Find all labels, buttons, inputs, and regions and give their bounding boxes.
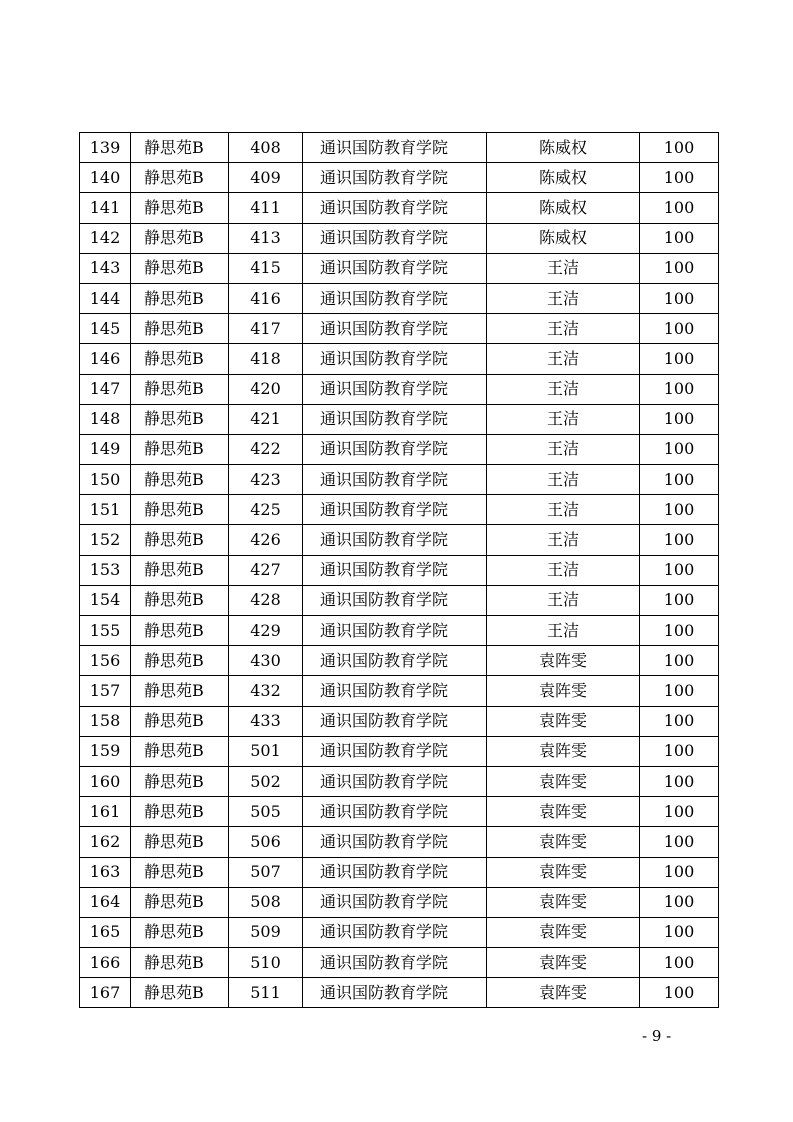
cell-person: 王洁 (487, 585, 640, 615)
cell-building: 静思苑B (131, 223, 229, 253)
cell-score: 100 (640, 736, 719, 766)
cell-college: 通识国防教育学院 (303, 525, 487, 555)
cell-college: 通识国防教育学院 (303, 283, 487, 313)
cell-person: 陈威权 (487, 193, 640, 223)
cell-college: 通识国防教育学院 (303, 223, 487, 253)
cell-number: 160 (80, 766, 131, 796)
cell-score: 100 (640, 887, 719, 917)
table-row (80, 766, 719, 796)
cell-person: 袁阵雯 (487, 706, 640, 736)
table-row (80, 314, 719, 344)
cell-score: 100 (640, 706, 719, 736)
cell-score: 100 (640, 314, 719, 344)
table-row (80, 434, 719, 464)
table-row (80, 585, 719, 615)
table-body (80, 133, 719, 1008)
cell-number: 152 (80, 525, 131, 555)
cell-college: 通识国防教育学院 (303, 766, 487, 796)
table-row (80, 253, 719, 283)
cell-building: 静思苑B (131, 555, 229, 585)
cell-college: 通识国防教育学院 (303, 676, 487, 706)
cell-person: 王洁 (487, 525, 640, 555)
cell-score: 100 (640, 133, 719, 163)
cell-room: 409 (229, 163, 303, 193)
page-number: - 9 - (642, 1027, 672, 1045)
cell-person: 袁阵雯 (487, 917, 640, 947)
cell-building: 静思苑B (131, 525, 229, 555)
table-row (80, 555, 719, 585)
cell-room: 418 (229, 344, 303, 374)
cell-person: 王洁 (487, 434, 640, 464)
cell-person: 陈威权 (487, 133, 640, 163)
cell-number: 144 (80, 283, 131, 313)
cell-person: 袁阵雯 (487, 797, 640, 827)
cell-number: 140 (80, 163, 131, 193)
table-row (80, 404, 719, 434)
cell-room: 509 (229, 917, 303, 947)
cell-room: 507 (229, 857, 303, 887)
cell-building: 静思苑B (131, 193, 229, 223)
cell-building: 静思苑B (131, 797, 229, 827)
cell-building: 静思苑B (131, 374, 229, 404)
cell-person: 王洁 (487, 404, 640, 434)
cell-room: 501 (229, 736, 303, 766)
cell-college: 通识国防教育学院 (303, 585, 487, 615)
cell-room: 511 (229, 978, 303, 1008)
table-row (80, 948, 719, 978)
cell-number: 167 (80, 978, 131, 1008)
cell-number: 145 (80, 314, 131, 344)
cell-building: 静思苑B (131, 706, 229, 736)
cell-college: 通识国防教育学院 (303, 827, 487, 857)
cell-college: 通识国防教育学院 (303, 736, 487, 766)
cell-college: 通识国防教育学院 (303, 706, 487, 736)
cell-building: 静思苑B (131, 163, 229, 193)
table-row (80, 465, 719, 495)
cell-person: 袁阵雯 (487, 736, 640, 766)
table-row (80, 525, 719, 555)
cell-number: 150 (80, 465, 131, 495)
cell-college: 通识国防教育学院 (303, 133, 487, 163)
cell-building: 静思苑B (131, 495, 229, 525)
table-row (80, 887, 719, 917)
cell-number: 151 (80, 495, 131, 525)
cell-college: 通识国防教育学院 (303, 374, 487, 404)
cell-score: 100 (640, 465, 719, 495)
cell-room: 420 (229, 374, 303, 404)
cell-number: 158 (80, 706, 131, 736)
cell-building: 静思苑B (131, 404, 229, 434)
table-row (80, 374, 719, 404)
cell-score: 100 (640, 766, 719, 796)
cell-building: 静思苑B (131, 465, 229, 495)
dormitory-score-table (79, 132, 719, 1008)
cell-college: 通识国防教育学院 (303, 404, 487, 434)
cell-number: 166 (80, 948, 131, 978)
cell-college: 通识国防教育学院 (303, 857, 487, 887)
cell-room: 413 (229, 223, 303, 253)
cell-person: 王洁 (487, 616, 640, 646)
cell-score: 100 (640, 283, 719, 313)
cell-room: 415 (229, 253, 303, 283)
cell-number: 157 (80, 676, 131, 706)
cell-person: 袁阵雯 (487, 676, 640, 706)
table-row (80, 797, 719, 827)
cell-room: 505 (229, 797, 303, 827)
cell-room: 408 (229, 133, 303, 163)
cell-college: 通识国防教育学院 (303, 344, 487, 374)
cell-room: 411 (229, 193, 303, 223)
cell-college: 通识国防教育学院 (303, 434, 487, 464)
cell-score: 100 (640, 374, 719, 404)
cell-building: 静思苑B (131, 948, 229, 978)
cell-person: 王洁 (487, 555, 640, 585)
cell-building: 静思苑B (131, 978, 229, 1008)
cell-college: 通识国防教育学院 (303, 314, 487, 344)
table-row (80, 163, 719, 193)
table-row (80, 827, 719, 857)
cell-score: 100 (640, 917, 719, 947)
cell-score: 100 (640, 797, 719, 827)
cell-room: 510 (229, 948, 303, 978)
cell-person: 王洁 (487, 253, 640, 283)
cell-college: 通识国防教育学院 (303, 948, 487, 978)
cell-building: 静思苑B (131, 917, 229, 947)
cell-person: 袁阵雯 (487, 978, 640, 1008)
cell-number: 148 (80, 404, 131, 434)
table-row (80, 706, 719, 736)
cell-college: 通识国防教育学院 (303, 917, 487, 947)
cell-score: 100 (640, 616, 719, 646)
cell-score: 100 (640, 646, 719, 676)
table-row (80, 616, 719, 646)
cell-number: 156 (80, 646, 131, 676)
cell-number: 147 (80, 374, 131, 404)
cell-room: 422 (229, 434, 303, 464)
cell-score: 100 (640, 948, 719, 978)
cell-score: 100 (640, 404, 719, 434)
cell-building: 静思苑B (131, 827, 229, 857)
cell-person: 陈威权 (487, 223, 640, 253)
cell-room: 423 (229, 465, 303, 495)
cell-building: 静思苑B (131, 253, 229, 283)
cell-score: 100 (640, 525, 719, 555)
cell-college: 通识国防教育学院 (303, 163, 487, 193)
cell-building: 静思苑B (131, 736, 229, 766)
cell-score: 100 (640, 585, 719, 615)
cell-person: 王洁 (487, 495, 640, 525)
cell-room: 429 (229, 616, 303, 646)
cell-score: 100 (640, 676, 719, 706)
cell-number: 146 (80, 344, 131, 374)
table-row (80, 495, 719, 525)
cell-person: 袁阵雯 (487, 766, 640, 796)
table-row (80, 193, 719, 223)
cell-building: 静思苑B (131, 766, 229, 796)
cell-score: 100 (640, 253, 719, 283)
cell-college: 通识国防教育学院 (303, 616, 487, 646)
cell-room: 427 (229, 555, 303, 585)
cell-building: 静思苑B (131, 887, 229, 917)
cell-building: 静思苑B (131, 344, 229, 374)
cell-room: 417 (229, 314, 303, 344)
table-row (80, 344, 719, 374)
cell-number: 139 (80, 133, 131, 163)
cell-score: 100 (640, 827, 719, 857)
cell-number: 163 (80, 857, 131, 887)
cell-person: 袁阵雯 (487, 948, 640, 978)
cell-building: 静思苑B (131, 283, 229, 313)
cell-person: 王洁 (487, 283, 640, 313)
cell-college: 通识国防教育学院 (303, 978, 487, 1008)
cell-number: 165 (80, 917, 131, 947)
cell-college: 通识国防教育学院 (303, 887, 487, 917)
cell-score: 100 (640, 163, 719, 193)
cell-number: 162 (80, 827, 131, 857)
cell-building: 静思苑B (131, 585, 229, 615)
cell-room: 425 (229, 495, 303, 525)
cell-room: 428 (229, 585, 303, 615)
cell-number: 154 (80, 585, 131, 615)
cell-number: 153 (80, 555, 131, 585)
cell-person: 陈威权 (487, 163, 640, 193)
cell-score: 100 (640, 495, 719, 525)
table-row (80, 917, 719, 947)
table-row (80, 646, 719, 676)
cell-room: 421 (229, 404, 303, 434)
table-row (80, 978, 719, 1008)
cell-room: 426 (229, 525, 303, 555)
table-row (80, 133, 719, 163)
cell-score: 100 (640, 857, 719, 887)
cell-person: 王洁 (487, 344, 640, 374)
cell-number: 155 (80, 616, 131, 646)
cell-college: 通识国防教育学院 (303, 797, 487, 827)
cell-building: 静思苑B (131, 314, 229, 344)
cell-college: 通识国防教育学院 (303, 646, 487, 676)
cell-room: 432 (229, 676, 303, 706)
cell-person: 王洁 (487, 465, 640, 495)
cell-college: 通识国防教育学院 (303, 555, 487, 585)
cell-number: 164 (80, 887, 131, 917)
table-row (80, 676, 719, 706)
cell-score: 100 (640, 193, 719, 223)
cell-number: 141 (80, 193, 131, 223)
cell-number: 142 (80, 223, 131, 253)
cell-score: 100 (640, 223, 719, 253)
cell-person: 袁阵雯 (487, 827, 640, 857)
cell-score: 100 (640, 555, 719, 585)
cell-room: 506 (229, 827, 303, 857)
cell-room: 430 (229, 646, 303, 676)
cell-college: 通识国防教育学院 (303, 253, 487, 283)
cell-person: 袁阵雯 (487, 887, 640, 917)
cell-score: 100 (640, 434, 719, 464)
cell-score: 100 (640, 344, 719, 374)
cell-college: 通识国防教育学院 (303, 465, 487, 495)
cell-college: 通识国防教育学院 (303, 495, 487, 525)
cell-person: 王洁 (487, 374, 640, 404)
cell-building: 静思苑B (131, 616, 229, 646)
cell-room: 433 (229, 706, 303, 736)
cell-number: 159 (80, 736, 131, 766)
table-row (80, 857, 719, 887)
cell-person: 袁阵雯 (487, 857, 640, 887)
cell-college: 通识国防教育学院 (303, 193, 487, 223)
table-row (80, 283, 719, 313)
cell-building: 静思苑B (131, 857, 229, 887)
cell-number: 143 (80, 253, 131, 283)
cell-building: 静思苑B (131, 133, 229, 163)
cell-room: 416 (229, 283, 303, 313)
cell-room: 502 (229, 766, 303, 796)
cell-number: 149 (80, 434, 131, 464)
cell-building: 静思苑B (131, 676, 229, 706)
table-row (80, 736, 719, 766)
cell-building: 静思苑B (131, 646, 229, 676)
cell-person: 袁阵雯 (487, 646, 640, 676)
cell-building: 静思苑B (131, 434, 229, 464)
cell-room: 508 (229, 887, 303, 917)
cell-person: 王洁 (487, 314, 640, 344)
table-row (80, 223, 719, 253)
cell-score: 100 (640, 978, 719, 1008)
cell-number: 161 (80, 797, 131, 827)
